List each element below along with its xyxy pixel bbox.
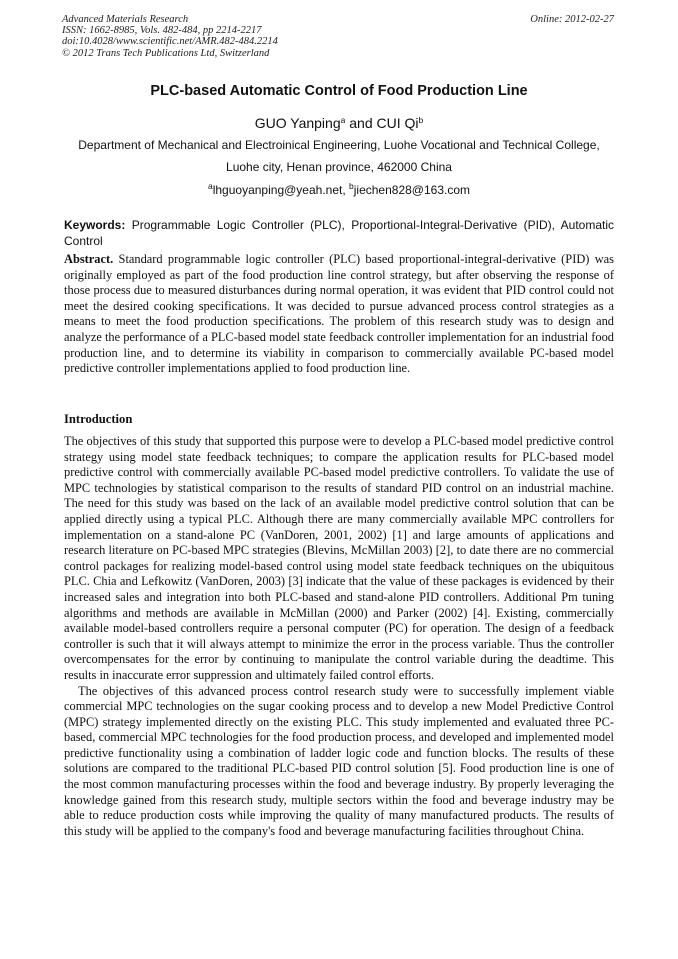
introduction-paragraph-2: The objectives of this advanced process control research study were to successfully implement viable commercial MPC technologies on the sugar cooking process and to develop a new Model Predictive Control (MPC) strategy implemented directly on the existing PLC. This study implemented and evaluated three PC-based, commercial MPC technologies for the food production process, and developed and implemented model predictive functionality using a combination of ladder logic code and function blocks. The results of these solutions are compared to the traditional PLC-based PID control solution [5]. Food production line is one of the most common manufacturing processes within the food and beverage industry. By properly leveraging the knowledge gained from this research study, multiple sectors within the food and beverage industry may be able to reduce production costs while improving the quality of many manufactured products. The results of this study will be applied to the company's food and beverage manufacturing facilities throughout China. bbox=[64, 683, 614, 838]
email-a-sup: a bbox=[207, 181, 213, 191]
section-heading-introduction: Introduction bbox=[64, 412, 133, 426]
author-1-sup: a bbox=[340, 115, 346, 125]
author-2: CUI Qi bbox=[376, 115, 419, 131]
paper-title: PLC-based Automatic Control of Food Production Line bbox=[150, 83, 528, 99]
introduction-body bbox=[64, 434, 614, 839]
issn-line: ISSN: 1662-8985, Vols. 482-484, pp 2214-2217 bbox=[62, 25, 262, 37]
email-b-sup: b bbox=[349, 181, 354, 191]
keywords-label: Keywords: bbox=[64, 218, 126, 232]
keywords bbox=[64, 217, 614, 249]
email-line bbox=[0, 181, 678, 197]
abstract-text: Standard programmable logic controller (PLC) based proportional-integral-derivative (PID) was originally employed as part of the food production line control strategy, but after observing the response of those process due to measured disturbances during normal operation, it was evident that PID control could not meet the desired cooking specifications. It was decided to pursue advanced process control strategies as a means to meet the food production specifications. The problem of this research study was to design and analyze the performance of a PLC-based model state feedback controller implementation for an industrial food production line, and to determine its viability in comparison to commercially available PC-based model predictive controller implementations applied to food production line. bbox=[64, 252, 614, 376]
online-date: Online: 2012-02-27 bbox=[530, 14, 614, 25]
author-2-sup: b bbox=[418, 115, 424, 125]
affiliation-line-2: Luohe city, Henan province, 462000 China bbox=[226, 160, 452, 174]
abstract bbox=[64, 252, 614, 377]
affiliation-line-1: Department of Mechanical and Electroinical Engineering, Luohe Vocational and Technical College, bbox=[78, 138, 600, 152]
author-1: GUO Yanping bbox=[254, 115, 341, 131]
journal-name: Advanced Materials Research bbox=[62, 14, 189, 25]
copyright-line: © 2012 Trans Tech Publications Ltd, Switzerland bbox=[62, 47, 270, 59]
journal-header bbox=[62, 14, 278, 59]
email-b[interactable]: jiechen828@163.com bbox=[353, 183, 471, 197]
doi-line: doi:10.4028/www.scientific.net/AMR.482-484.2214 bbox=[62, 36, 278, 48]
email-a[interactable]: lhguoyanping@yeah.net, bbox=[212, 183, 350, 197]
introduction-paragraph-1: The objectives of this study that supported this purpose were to develop a PLC-based model predictive control strategy using model state feedback techniques; to compare the application results for PLC-based model predictive control with commercially available PC-based model predictive controllers. To validate the use of MPC technologies by statistical comparison to the results of standard PID control on an industrial machine. The need for this study was based on the lack of an available model predictive control solution that can be applied directly using a typical PLC. Although there are many commercially available MPC controllers for implementation on a stand-alone PC (VanDoren, 2001, 2002) [1] and large amounts of applications and research literature on PC-based MPC strategies (Blevins, McMillan 2003) [2], to date there are no commercial control packages for realizing model-based control using model state feedback techniques on the ubiquitous PLC. Chia and Lefkowitz (VanDoren, 2003) [3] indicate that the value of these packages is evidenced by their increased sales and integration into both PLC-based and stand-alone PID controllers. Additional Pm tuning algorithms and methods are available in McMillan (2000) and Parker (2002) [4]. Existing, commercially available model-based controllers require a personal computer (PC) for operation. The design of a feedback controller is such that it will always attempt to minimize the error in the process variable. Thus the controller overcompensates for the error by continuing to manipulate the control variable during the deadtime. This results in inaccurate error suppression and ultimately failed control efforts. bbox=[64, 434, 614, 682]
keywords-text: Programmable Logic Controller (PLC), Proportional-Integral-Derivative (PID), Automatic Control bbox=[64, 218, 614, 248]
author-connector: and bbox=[345, 115, 377, 131]
abstract-label: Abstract. bbox=[64, 252, 114, 266]
author-line bbox=[0, 115, 678, 131]
